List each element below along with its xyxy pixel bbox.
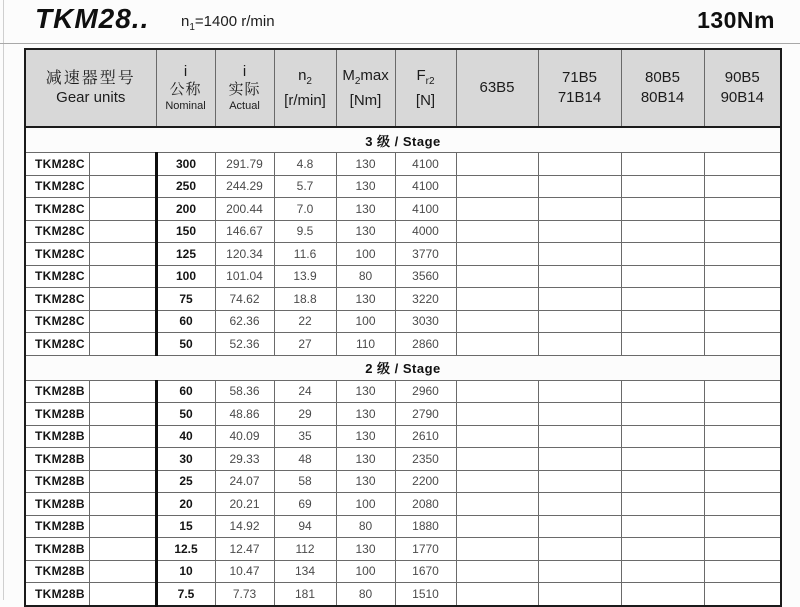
motor-71b5-cell: [538, 470, 621, 493]
motor-71b5-cell: [538, 243, 621, 266]
page-scan-edge: [3, 0, 4, 600]
n2-cell: 24: [274, 380, 336, 403]
motor-63b5-cell: [456, 265, 538, 288]
n2-cell: 7.0: [274, 198, 336, 221]
table-row: [25, 560, 781, 583]
model-variant-cell: [89, 198, 156, 221]
n2-cell: 11.6: [274, 243, 336, 266]
col-header-motor-80: 80B5 80B14: [621, 49, 704, 127]
motor-80b5-cell: [621, 515, 704, 538]
page-header: [0, 0, 800, 43]
motor-71b5-cell: [538, 220, 621, 243]
motor-80b5-cell: [621, 198, 704, 221]
model-cell: TKM28C: [25, 198, 89, 221]
table-row: [25, 198, 781, 221]
motor-90b5-cell: [704, 560, 781, 583]
n2-cell: 13.9: [274, 265, 336, 288]
fr2-cell: 3030: [395, 310, 456, 333]
motor-63b5-cell: [456, 333, 538, 356]
nominal-cell: 150: [156, 220, 215, 243]
model-cell: TKM28B: [25, 403, 89, 426]
motor-80b5-cell: [621, 265, 704, 288]
actual-cell: 101.04: [215, 265, 274, 288]
fr2-cell: 2080: [395, 493, 456, 516]
motor-90b5-cell: [704, 470, 781, 493]
m2max-cell: 130: [336, 153, 395, 176]
motor-80b5-cell: [621, 538, 704, 561]
motor-63b5-cell: [456, 493, 538, 516]
nominal-cell: 50: [156, 403, 215, 426]
table-row: [25, 288, 781, 311]
n2-cell: 22: [274, 310, 336, 333]
actual-cell: 52.36: [215, 333, 274, 356]
motor-90b5-cell: [704, 583, 781, 606]
model-variant-cell: [89, 560, 156, 583]
table-row: [25, 380, 781, 403]
fr2-cell: 3220: [395, 288, 456, 311]
m2max-cell: 130: [336, 448, 395, 471]
col-header-ratio-nominal: i 公称 Nominal: [156, 49, 215, 127]
motor-80b5-cell: [621, 175, 704, 198]
nominal-cell: 50: [156, 333, 215, 356]
fr2-cell: 2610: [395, 425, 456, 448]
actual-cell: 291.79: [215, 153, 274, 176]
actual-cell: 10.47: [215, 560, 274, 583]
motor-90b5-cell: [704, 220, 781, 243]
motor-63b5-cell: [456, 310, 538, 333]
motor-71b5-cell: [538, 583, 621, 606]
motor-71b5-cell: [538, 153, 621, 176]
table-row: [25, 265, 781, 288]
motor-90b5-cell: [704, 265, 781, 288]
model-cell: TKM28C: [25, 288, 89, 311]
col-header-motor-63: 63B5: [456, 49, 538, 127]
table-row: [25, 175, 781, 198]
torque-rating: 130Nm: [697, 7, 775, 33]
motor-80b5-cell: [621, 425, 704, 448]
actual-cell: 14.92: [215, 515, 274, 538]
motor-90b5-cell: [704, 380, 781, 403]
actual-cell: 29.33: [215, 448, 274, 471]
actual-cell: 48.86: [215, 403, 274, 426]
col-header-max-torque: $M_2\max$ [Nm]: [336, 49, 395, 127]
model-cell: TKM28C: [25, 265, 89, 288]
nominal-cell: 250: [156, 175, 215, 198]
model-cell: TKM28C: [25, 153, 89, 176]
motor-90b5-cell: [704, 515, 781, 538]
motor-80b5-cell: [621, 583, 704, 606]
motor-63b5-cell: [456, 380, 538, 403]
motor-71b5-cell: [538, 198, 621, 221]
nominal-cell: 125: [156, 243, 215, 266]
n2-cell: 4.8: [274, 153, 336, 176]
fr2-cell: 1770: [395, 538, 456, 561]
model-variant-cell: [89, 448, 156, 471]
model-variant-cell: [89, 425, 156, 448]
m2max-cell: 130: [336, 380, 395, 403]
motor-80b5-cell: [621, 220, 704, 243]
nominal-cell: 40: [156, 425, 215, 448]
stage-row: [25, 355, 781, 380]
table-row: [25, 243, 781, 266]
motor-63b5-cell: [456, 470, 538, 493]
model-variant-cell: [89, 470, 156, 493]
model-cell: TKM28B: [25, 515, 89, 538]
motor-80b5-cell: [621, 310, 704, 333]
stage-label: 3 级 / Stage: [25, 127, 781, 153]
m2max-cell: 130: [336, 538, 395, 561]
motor-80b5-cell: [621, 333, 704, 356]
model-cell: TKM28C: [25, 243, 89, 266]
motor-90b5-cell: [704, 288, 781, 311]
motor-90b5-cell: [704, 198, 781, 221]
col-header-motor-90: 90B5 90B14: [704, 49, 781, 127]
model-variant-cell: [89, 220, 156, 243]
m2max-cell: 130: [336, 198, 395, 221]
n2-cell: 58: [274, 470, 336, 493]
m2max-cell: 100: [336, 310, 395, 333]
n2-cell: 9.5: [274, 220, 336, 243]
m2max-cell: 100: [336, 493, 395, 516]
model-variant-cell: [89, 243, 156, 266]
fr2-cell: 2350: [395, 448, 456, 471]
col-header-output-speed: $n_2$ [r/min]: [274, 49, 336, 127]
motor-63b5-cell: [456, 583, 538, 606]
fr2-cell: 2860: [395, 333, 456, 356]
model-cell: TKM28B: [25, 448, 89, 471]
model-cell: TKM28C: [25, 220, 89, 243]
fr2-cell: 4100: [395, 175, 456, 198]
spec-table-header: [25, 49, 781, 127]
model-variant-cell: [89, 310, 156, 333]
motor-63b5-cell: [456, 425, 538, 448]
header-divider-rule: [0, 43, 800, 44]
nominal-cell: 300: [156, 153, 215, 176]
actual-cell: 58.36: [215, 380, 274, 403]
model-variant-cell: [89, 288, 156, 311]
table-row: [25, 583, 781, 606]
col-header-ratio-actual: i 实际 Actual: [215, 49, 274, 127]
table-row: [25, 220, 781, 243]
actual-cell: 74.62: [215, 288, 274, 311]
actual-cell: 120.34: [215, 243, 274, 266]
motor-63b5-cell: [456, 288, 538, 311]
nominal-cell: 25: [156, 470, 215, 493]
model-cell: TKM28C: [25, 175, 89, 198]
table-row: [25, 333, 781, 356]
nominal-cell: 30: [156, 448, 215, 471]
nominal-cell: 60: [156, 310, 215, 333]
n2-cell: 48: [274, 448, 336, 471]
motor-71b5-cell: [538, 175, 621, 198]
table-row: [25, 448, 781, 471]
model-cell: TKM28B: [25, 380, 89, 403]
m2max-cell: 130: [336, 470, 395, 493]
model-variant-cell: [89, 265, 156, 288]
model-cell: TKM28B: [25, 493, 89, 516]
motor-71b5-cell: [538, 448, 621, 471]
motor-90b5-cell: [704, 538, 781, 561]
n2-cell: 29: [274, 403, 336, 426]
fr2-cell: 3560: [395, 265, 456, 288]
n2-cell: 134: [274, 560, 336, 583]
motor-71b5-cell: [538, 310, 621, 333]
model-cell: TKM28B: [25, 583, 89, 606]
n2-cell: 69: [274, 493, 336, 516]
fr2-cell: 4100: [395, 153, 456, 176]
motor-90b5-cell: [704, 333, 781, 356]
model-variant-cell: [89, 153, 156, 176]
m2max-cell: 100: [336, 560, 395, 583]
fr2-cell: 1880: [395, 515, 456, 538]
model-variant-cell: [89, 175, 156, 198]
col-header-radial-force: $F_{r2}$ [N]: [395, 49, 456, 127]
motor-80b5-cell: [621, 380, 704, 403]
actual-cell: 146.67: [215, 220, 274, 243]
motor-71b5-cell: [538, 560, 621, 583]
fr2-cell: 3770: [395, 243, 456, 266]
table-row: [25, 310, 781, 333]
actual-cell: 20.21: [215, 493, 274, 516]
motor-63b5-cell: [456, 538, 538, 561]
motor-63b5-cell: [456, 153, 538, 176]
model-cell: TKM28C: [25, 333, 89, 356]
motor-71b5-cell: [538, 333, 621, 356]
m2max-cell: 80: [336, 265, 395, 288]
fr2-cell: 2790: [395, 403, 456, 426]
motor-71b5-cell: [538, 493, 621, 516]
nominal-cell: 10: [156, 560, 215, 583]
nominal-cell: 12.5: [156, 538, 215, 561]
m2max-cell: 130: [336, 403, 395, 426]
motor-80b5-cell: [621, 288, 704, 311]
model-variant-cell: [89, 538, 156, 561]
model-cell: TKM28B: [25, 538, 89, 561]
motor-80b5-cell: [621, 448, 704, 471]
model-variant-cell: [89, 380, 156, 403]
actual-cell: 244.29: [215, 175, 274, 198]
model-cell: TKM28B: [25, 560, 89, 583]
motor-63b5-cell: [456, 560, 538, 583]
motor-80b5-cell: [621, 560, 704, 583]
fr2-cell: 1670: [395, 560, 456, 583]
actual-cell: 24.07: [215, 470, 274, 493]
motor-90b5-cell: [704, 175, 781, 198]
fr2-cell: 4100: [395, 198, 456, 221]
n2-cell: 35: [274, 425, 336, 448]
nominal-cell: 7.5: [156, 583, 215, 606]
model-variant-cell: [89, 583, 156, 606]
stage-label: 2 级 / Stage: [25, 355, 781, 380]
actual-cell: 40.09: [215, 425, 274, 448]
model-cell: TKM28B: [25, 470, 89, 493]
table-row: [25, 153, 781, 176]
model-variant-cell: [89, 403, 156, 426]
n2-cell: 27: [274, 333, 336, 356]
m2max-cell: 130: [336, 175, 395, 198]
m2max-cell: 80: [336, 583, 395, 606]
motor-80b5-cell: [621, 403, 704, 426]
model-cell: TKM28B: [25, 425, 89, 448]
motor-63b5-cell: [456, 403, 538, 426]
motor-71b5-cell: [538, 380, 621, 403]
motor-63b5-cell: [456, 175, 538, 198]
stage-row: [25, 127, 781, 153]
actual-cell: 62.36: [215, 310, 274, 333]
spec-table: [24, 48, 782, 607]
motor-90b5-cell: [704, 310, 781, 333]
motor-90b5-cell: [704, 493, 781, 516]
table-row: [25, 470, 781, 493]
motor-71b5-cell: [538, 538, 621, 561]
model-variant-cell: [89, 493, 156, 516]
m2max-cell: 80: [336, 515, 395, 538]
model-variant-cell: [89, 515, 156, 538]
motor-63b5-cell: [456, 198, 538, 221]
n2-cell: 181: [274, 583, 336, 606]
motor-90b5-cell: [704, 153, 781, 176]
motor-80b5-cell: [621, 470, 704, 493]
actual-cell: 12.47: [215, 538, 274, 561]
table-row: [25, 403, 781, 426]
model-cell: TKM28C: [25, 310, 89, 333]
nominal-cell: 75: [156, 288, 215, 311]
col-header-motor-71: 71B5 71B14: [538, 49, 621, 127]
nominal-cell: 20: [156, 493, 215, 516]
spec-table-body: [25, 127, 781, 606]
motor-71b5-cell: [538, 265, 621, 288]
motor-71b5-cell: [538, 403, 621, 426]
motor-90b5-cell: [704, 448, 781, 471]
model-variant-cell: [89, 333, 156, 356]
table-row: [25, 538, 781, 561]
motor-71b5-cell: [538, 515, 621, 538]
motor-90b5-cell: [704, 243, 781, 266]
motor-80b5-cell: [621, 153, 704, 176]
motor-71b5-cell: [538, 288, 621, 311]
motor-90b5-cell: [704, 403, 781, 426]
table-row: [25, 425, 781, 448]
actual-cell: 200.44: [215, 198, 274, 221]
table-row: [25, 493, 781, 516]
n2-cell: 94: [274, 515, 336, 538]
m2max-cell: 110: [336, 333, 395, 356]
nominal-cell: 200: [156, 198, 215, 221]
m2max-cell: 100: [336, 243, 395, 266]
col-header-gear-units: 减速器型号 Gear units: [25, 49, 156, 127]
n2-cell: 112: [274, 538, 336, 561]
m2max-cell: 130: [336, 220, 395, 243]
motor-71b5-cell: [538, 425, 621, 448]
nominal-cell: 100: [156, 265, 215, 288]
actual-cell: 7.73: [215, 583, 274, 606]
motor-63b5-cell: [456, 243, 538, 266]
motor-90b5-cell: [704, 425, 781, 448]
series-title: TKM28..: [35, 3, 150, 34]
fr2-cell: 4000: [395, 220, 456, 243]
table-row: [25, 515, 781, 538]
motor-63b5-cell: [456, 448, 538, 471]
nominal-cell: 15: [156, 515, 215, 538]
nominal-cell: 60: [156, 380, 215, 403]
motor-80b5-cell: [621, 493, 704, 516]
m2max-cell: 130: [336, 288, 395, 311]
motor-63b5-cell: [456, 220, 538, 243]
fr2-cell: 1510: [395, 583, 456, 606]
n2-cell: 18.8: [274, 288, 336, 311]
m2max-cell: 130: [336, 425, 395, 448]
motor-63b5-cell: [456, 515, 538, 538]
n2-cell: 5.7: [274, 175, 336, 198]
fr2-cell: 2960: [395, 380, 456, 403]
motor-80b5-cell: [621, 243, 704, 266]
input-speed-note: $n_1=1400$ r/min: [181, 13, 275, 33]
fr2-cell: 2200: [395, 470, 456, 493]
